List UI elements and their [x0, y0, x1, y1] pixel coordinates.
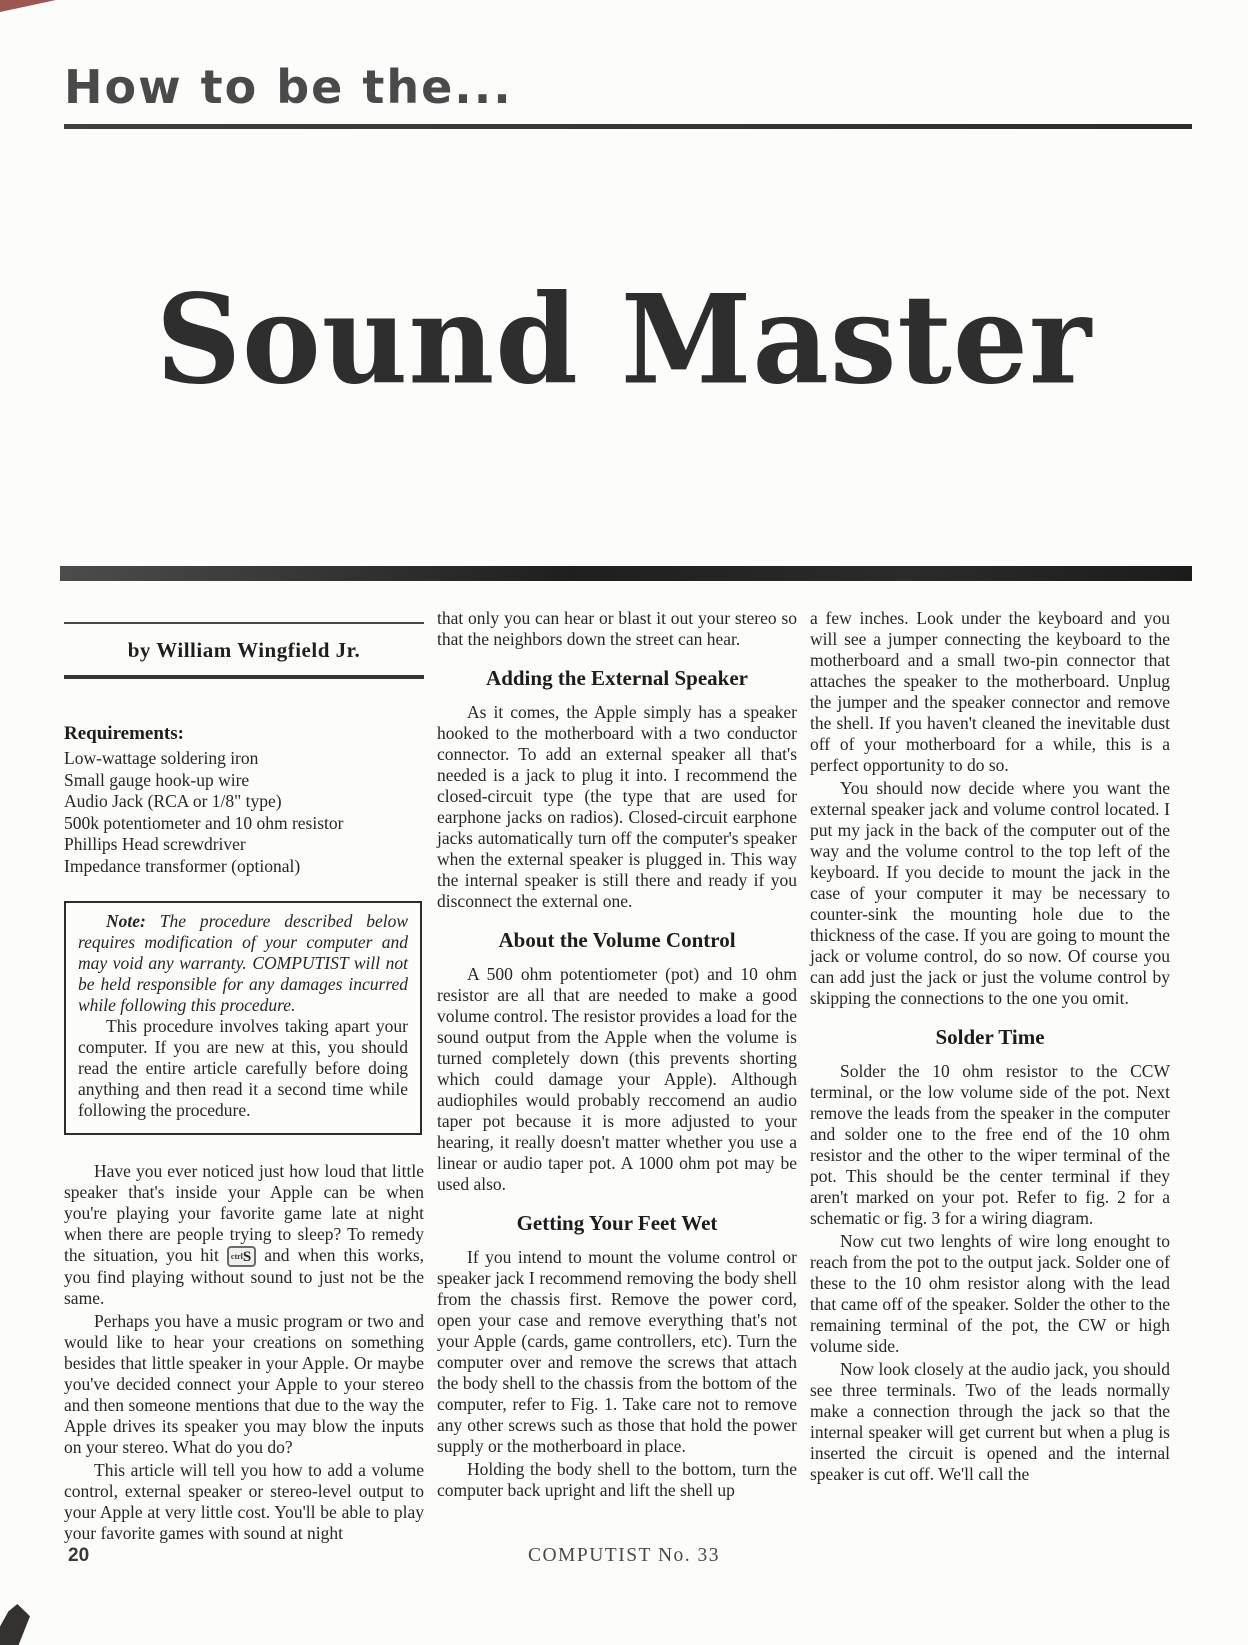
requirement-item: Audio Jack (RCA or 1/8" type) — [64, 791, 282, 811]
external-speaker-paragraph: As it comes, the Apple simply has a speaker hooked to the motherboard with a two conductor connector. To add an external speaker all that's needed is a jack to plug it into. I recommend the closed-circuit type (the type that are used for earphone jacks on radios). Closed-circuit earphone jacks automatically turn off the computer's speaker when the external speaker is plugged in. This way the internal speaker is still there and ready if you disconnect the external one. — [437, 702, 797, 911]
s-key-label: S — [242, 1249, 252, 1265]
feet-wet-paragraph-2: Holding the body shell to the bottom, turn the computer back upright and lift the shell up — [437, 1459, 797, 1500]
byline-rule-bottom — [64, 675, 424, 679]
continuation-paragraph: a few inches. Look under the keyboard and you will see a jumper connecting the keyboard to the motherboard and a small two-pin connector that attaches the speaker to the motherboard. Unplug the jumper and the speaker connector and remove the shell. If you haven't cleaned the inevitable dust off of your motherboard for a while, this is a perfect opportunity to do so. — [810, 608, 1170, 775]
kicker-headline: How to be the... — [64, 60, 513, 114]
article-columns — [64, 608, 1184, 1546]
ctrl-s-keycap — [227, 1246, 256, 1267]
intro-paragraph-3: This article will tell you how to add a volume control, external speaker or stereo-level output to your Apple at very little cost. You'll be able to play your favorite games with sound at night — [64, 1460, 424, 1543]
solder-paragraph-3: Now look closely at the audio jack, you should see three terminals. Two of the leads normally make a connection through the jack so that the internal speaker will get current but when a plug is inserted the circuit is opened and the internal speaker is cut off. We'll call the — [810, 1359, 1170, 1484]
section-heading-adding-external-speaker: Adding the External Speaker — [486, 666, 748, 690]
section-heading-getting-feet-wet: Getting Your Feet Wet — [516, 1211, 718, 1235]
column-middle — [437, 608, 797, 1546]
requirements-list — [64, 748, 424, 877]
section-heading-solder-time: Solder Time — [935, 1025, 1045, 1049]
placement-paragraph: You should now decide where you want the external speaker jack and volume control located. I put my jack in the back of the computer out of the way and the volume control to the top left of the keyboard. If you decide to mount the jack in the case of your computer it may be necessary to counter-sink the mounting hole due to the thickness of the case. If you are going to mount the jack or volume control, do so now. Of course you can add just the jack or just the volume control by skipping the connections to the one you omit. — [810, 778, 1170, 1008]
intro-paragraph-1-pre: Have you ever noticed just how loud that little speaker that's inside your Apple can be when you're playing your favorite game late at night when there are people trying to sleep? To remedy the situation, you hit — [64, 1161, 424, 1265]
intro-paragraph-2: Perhaps you have a music program or two and would like to hear your creations on something besides that little speaker in your Apple. Or maybe you've decided connect your Apple to your stereo and then someone mentions that due to the way the Apple drives its speaker you may blow the inputs on your stereo. What do you do? — [64, 1311, 424, 1457]
byline: by William Wingfield Jr. — [127, 638, 361, 662]
note-label: Note: — [106, 911, 146, 931]
scan-artifact-top-left — [0, 0, 56, 12]
page-title: Sound Master — [155, 267, 1093, 412]
intro-paragraph-1 — [64, 1161, 424, 1309]
requirements-heading: Requirements: — [64, 723, 184, 744]
note-advice-paragraph: This procedure involves taking apart your computer. If you are new at this, you should read the entire article carefully before doing anything and then read it a second time while following the procedure. — [78, 1016, 408, 1120]
column-right — [810, 608, 1170, 1546]
footer-page-number: 20 — [68, 1545, 90, 1566]
continuation-paragraph: that only you can hear or blast it out your stereo so that the neighbors down the street can hear. — [437, 608, 797, 649]
section-divider-bar — [60, 566, 1192, 581]
requirement-item: Low-wattage soldering iron — [64, 748, 259, 768]
volume-control-paragraph: A 500 ohm potentiometer (pot) and 10 ohm resistor are all that are needed to make a good volume control. The resistor provides a load for the sound output from the Apple when the volume is turned completely down (this prevents shorting which could damage your Apple). Although audiophiles would probably reccomend an audio taper pot because it is more adjusted to your hearing, it really doesn't matter whether you use a linear or audio taper pot. A 1000 ohm pot may be used also. — [437, 964, 797, 1194]
ctrl-key-label: ctrl — [230, 1252, 243, 1261]
byline-rule-top — [64, 622, 424, 624]
section-heading-about-volume-control: About the Volume Control — [498, 928, 736, 952]
scan-artifact-bottom-left — [0, 1604, 30, 1645]
requirement-item: Phillips Head screwdriver — [64, 834, 246, 854]
intro-paragraph-1-post: and when this works, you find playing without sound to just not be the same. — [64, 1245, 424, 1308]
note-box — [64, 901, 422, 1135]
note-warning-paragraph — [78, 911, 408, 1016]
solder-paragraph-1: Solder the 10 ohm resistor to the CCW terminal, or the low volume side of the pot. Next remove the leads from the speaker in the computer and solder one to the free end of the 10 ohm resistor and the other to the wiper terminal of the pot. This should be the center terminal if they aren't marked on your pot. Refer to fig. 2 for a schematic or fig. 3 for a wiring diagram. — [810, 1061, 1170, 1228]
kicker-rule — [64, 124, 1192, 129]
feet-wet-paragraph-1: If you intend to mount the volume control or speaker jack I recommend removing the body shell from the chassis first. Remove the power cord, open your case and remove everything that's not your Apple (cards, game controllers, etc). Turn the computer over and remove the screws that attach the body shell to the chassis from the bottom of the computer, refer to Fig. 1. Take care not to remove any other screws such as those that hold the power supply or the motherboard in place. — [437, 1247, 797, 1456]
note-warning-text: The procedure described below requires modification of your computer and may void any warranty. COMPUTIST will not be held responsible for any damages incurred while following this procedure. — [78, 911, 408, 1015]
requirement-item: Small gauge hook-up wire — [64, 769, 250, 790]
solder-paragraph-2: Now cut two lenghts of wire long enought to reach from the pot to the output jack. Solder one of these to the 10 ohm resistor along with the lead that came off of the speaker. Solder the other to the remaining terminal of the pot, the CW or high volume side. — [810, 1231, 1170, 1356]
requirement-item: Impedance transformer (optional) — [64, 855, 301, 876]
requirement-item: 500k potentiometer and 10 ohm resistor — [64, 812, 344, 833]
column-left — [64, 608, 424, 1546]
footer-journal-title: COMPUTIST No. 33 — [527, 1545, 721, 1566]
